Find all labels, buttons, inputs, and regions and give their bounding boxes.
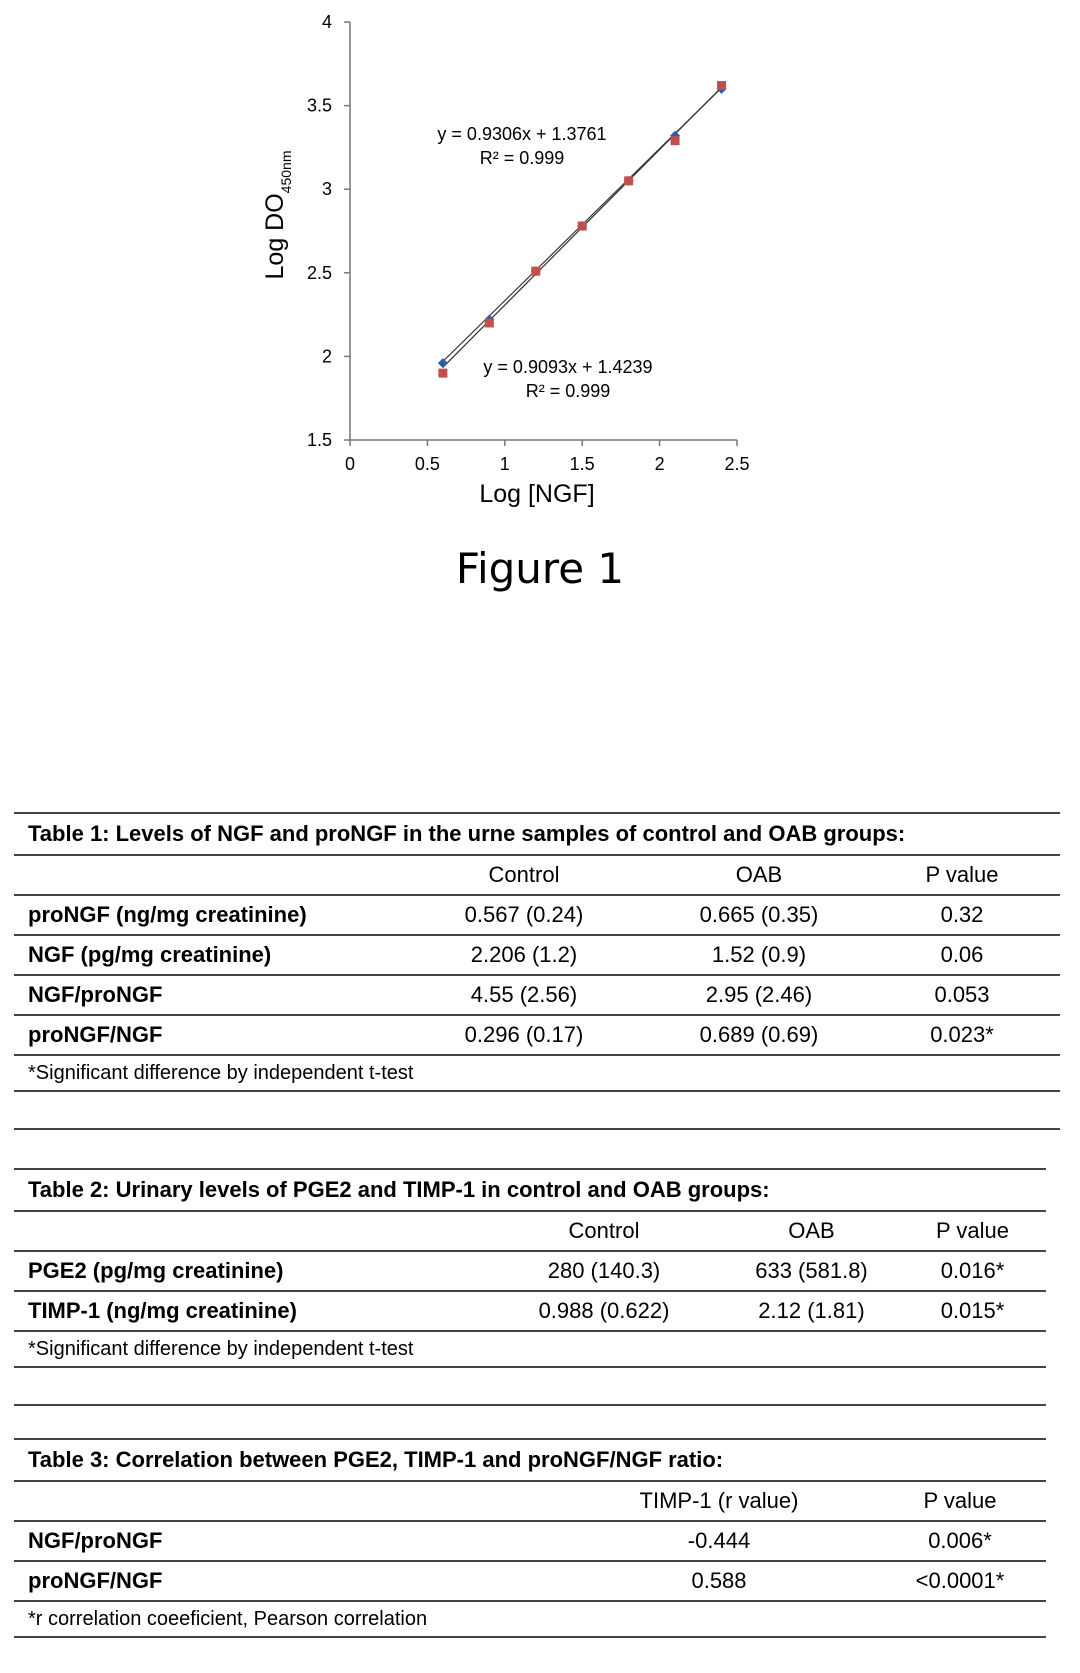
cell-timp1: 0.588 <box>691 1568 747 1593</box>
cell-control: 0.567 (0.24) <box>464 902 584 927</box>
table-1-title-row <box>14 813 1060 855</box>
series-2-r2: R² = 0.999 <box>525 381 611 401</box>
series-2-point <box>671 136 680 145</box>
cell-pvalue: <0.0001* <box>915 1568 1005 1593</box>
table-3-note: *r correlation coeeficient, Pearson correlation <box>28 1607 428 1630</box>
table-row <box>14 975 1060 1015</box>
x-tick-label: 1 <box>499 454 510 474</box>
figure-caption: Figure 1 <box>455 544 625 593</box>
y-tick-label: 3 <box>321 179 332 200</box>
table-2-title: Table 2: Urinary levels of PGE2 and TIMP-1 in control and OAB groups: <box>28 1177 770 1202</box>
cell-oab: 1.52 (0.9) <box>711 942 807 967</box>
x-tick-label: 2.5 <box>724 454 750 474</box>
table-3-note-row <box>14 1601 1046 1637</box>
x-tick-label: 0 <box>344 454 356 474</box>
chart-ticks <box>307 12 750 474</box>
table-1-header-blank <box>14 855 394 895</box>
series-2-point <box>438 369 447 378</box>
cell-pvalue: 0.06 <box>940 942 984 967</box>
table-1-note: *Significant difference by independent t-test <box>28 1061 414 1084</box>
row-label: TIMP-1 (ng/mg creatinine) <box>28 1298 297 1323</box>
row-label: proNGF/NGF <box>28 1022 163 1047</box>
series-1-point <box>438 358 448 368</box>
cell-timp1: -0.444 <box>687 1528 751 1553</box>
cell-pvalue: 0.053 <box>934 982 990 1007</box>
cell-pvalue: 0.015* <box>940 1298 1005 1323</box>
cell-control: 0.988 (0.622) <box>538 1298 670 1323</box>
table-row <box>14 1521 1046 1561</box>
table-1-spacer <box>14 1091 1060 1129</box>
cell-oab: 2.95 (2.46) <box>705 982 813 1007</box>
cell-oab: 633 (581.8) <box>755 1258 868 1283</box>
table-row <box>14 1561 1046 1601</box>
y-tick-label: 2 <box>321 346 332 367</box>
y-tick-label: 4 <box>321 12 332 32</box>
y-tick-label: 1.5 <box>306 430 332 450</box>
cell-control: 0.296 (0.17) <box>464 1022 584 1047</box>
cell-control: 280 (140.3) <box>547 1258 661 1283</box>
table-2-header-oab: OAB <box>788 1218 835 1243</box>
table-3-header-pvalue: P value <box>923 1488 997 1513</box>
series-1-r2: R² = 0.999 <box>479 148 565 168</box>
table-2-header-control: Control <box>568 1218 640 1243</box>
y-axis-label <box>261 151 294 280</box>
table-1-header-oab: OAB <box>735 862 783 887</box>
series-1-equation: y = 0.9306x + 1.3761 <box>437 124 607 144</box>
table-2-header-row <box>14 1211 1046 1251</box>
figure-1-chart <box>0 0 1080 530</box>
cell-pvalue: 0.32 <box>940 902 984 927</box>
row-label: NGF/proNGF <box>28 982 163 1007</box>
cell-pvalue: 0.023* <box>930 1022 994 1047</box>
table-3-title: Table 3: Correlation between PGE2, TIMP-1 and proNGF/NGF ratio: <box>28 1447 724 1472</box>
x-tick-label: 1.5 <box>569 454 595 474</box>
table-2-spacer <box>14 1367 1046 1405</box>
x-axis-label: Log [NGF] <box>479 480 595 508</box>
row-label: NGF/proNGF <box>28 1528 163 1553</box>
y-axis-label-sub: 450nm <box>278 150 294 194</box>
table-2-note-row <box>14 1331 1046 1367</box>
table-1-header-control: Control <box>488 862 560 887</box>
cell-oab: 0.689 (0.69) <box>699 1022 819 1047</box>
table-3-header-timp1: TIMP-1 (r value) <box>639 1488 799 1513</box>
y-axis-label-main: Log DO <box>261 193 289 280</box>
table-1-note-row <box>14 1055 1060 1091</box>
table-1-title: Table 1: Levels of NGF and proNGF in the urne samples of control and OAB groups: <box>28 821 906 846</box>
series-2-point <box>624 176 633 185</box>
table-row <box>14 1291 1046 1331</box>
chart-axes <box>350 22 737 440</box>
y-tick-label: 3.5 <box>306 95 332 116</box>
table-3-header-blank <box>14 1481 564 1521</box>
cell-control: 2.206 (1.2) <box>470 942 578 967</box>
row-label: proNGF (ng/mg creatinine) <box>28 902 307 927</box>
table-1-spacer-row <box>14 1091 1060 1129</box>
table-1 <box>14 812 1060 1130</box>
table-2-header-pvalue: P value <box>936 1218 1009 1243</box>
cell-oab: 0.665 (0.35) <box>699 902 819 927</box>
table-2 <box>14 1168 1046 1406</box>
cell-pvalue: 0.016* <box>940 1258 1005 1283</box>
table-row <box>14 895 1060 935</box>
table-row <box>14 935 1060 975</box>
row-label: proNGF/NGF <box>28 1568 163 1593</box>
x-tick-label: 0.5 <box>414 454 440 474</box>
table-3-header-row <box>14 1481 1046 1521</box>
table-row <box>14 1251 1046 1291</box>
table-2-note: *Significant difference by independent t-test <box>28 1337 414 1360</box>
cell-pvalue: 0.006* <box>928 1528 992 1553</box>
y-tick-label: 2.5 <box>306 262 332 283</box>
row-label: NGF (pg/mg creatinine) <box>28 942 272 967</box>
cell-oab: 2.12 (1.81) <box>758 1298 865 1323</box>
table-2-title-row <box>14 1169 1046 1211</box>
row-label: PGE2 (pg/mg creatinine) <box>28 1258 284 1283</box>
table-3 <box>14 1438 1046 1638</box>
series-2-point <box>578 221 587 230</box>
series-2-equation: y = 0.9093x + 1.4239 <box>483 357 653 377</box>
table-row <box>14 1015 1060 1055</box>
table-1-header-pvalue: P value <box>925 862 999 887</box>
table-3-title-row <box>14 1439 1046 1481</box>
table-1-header-row <box>14 855 1060 895</box>
table-2-header-blank <box>14 1211 484 1251</box>
x-tick-label: 2 <box>654 454 665 474</box>
series-2-point <box>531 267 540 276</box>
series-2-point <box>485 318 494 327</box>
cell-control: 4.55 (2.56) <box>470 982 578 1007</box>
table-2-spacer-row <box>14 1367 1046 1405</box>
series-2-point <box>717 81 726 90</box>
